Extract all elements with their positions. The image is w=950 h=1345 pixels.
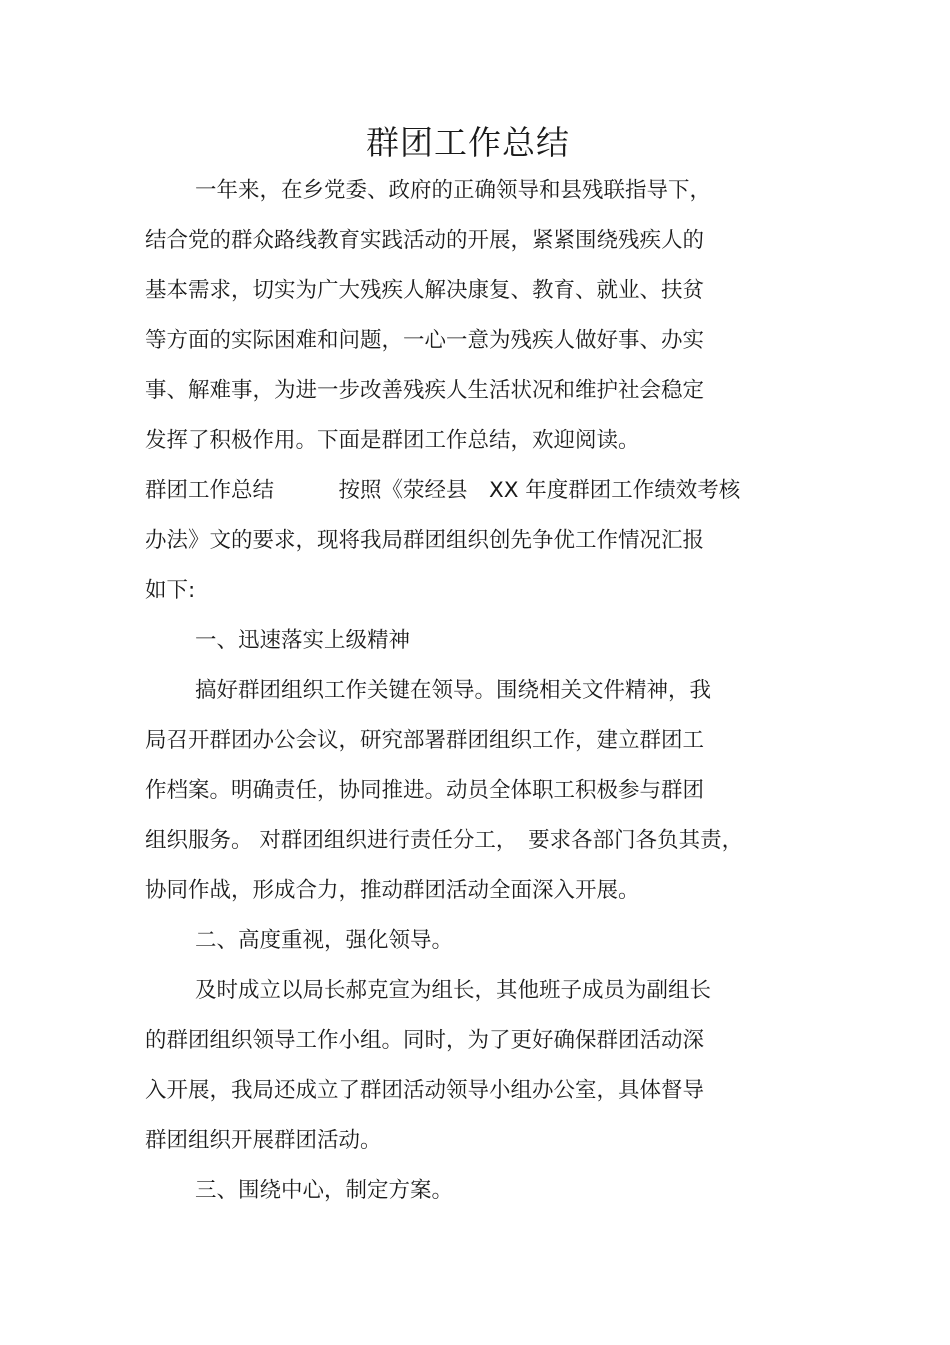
paragraph-line: 如下: xyxy=(145,578,196,603)
paragraph-line: 结合党的群众路线教育实践活动的开展，紧紧围绕残疾人的 xyxy=(145,228,705,253)
paragraph-line: 发挥了积极作用。下面是群团工作总结，欢迎阅读。 xyxy=(145,428,640,453)
paragraph-line: 组织服务。 对群团组织进行责任分工， 要求各部门各负其责， xyxy=(145,828,744,853)
paragraph-line: 办法》文的要求，现将我局群团组织创先争优工作情况汇报 xyxy=(145,528,705,553)
paragraph-line: 基本需求，切实为广大残疾人解决康复、教育、就业、扶贫 xyxy=(145,278,705,303)
paragraph-line: 的群团组织领导工作小组。同时，为了更好确保群团活动深 xyxy=(145,1028,705,1053)
paragraph-line: 等方面的实际困难和问题，一心一意为残疾人做好事、办实 xyxy=(145,328,705,353)
paragraph-line: 协同作战，形成合力，推动群团活动全面深入开展。 xyxy=(145,878,640,903)
paragraph-line: 作档案。明确责任，协同推进。动员全体职工积极参与群团 xyxy=(145,778,705,803)
paragraph-line: 入开展，我局还成立了群团活动领导小组办公室，具体督导 xyxy=(145,1078,705,1103)
paragraph-line: 事、解难事，为进一步改善残疾人生活状况和维护社会稳定 xyxy=(145,378,705,403)
paragraph-line: 群团工作总结 按照《荥经县 XX 年度群团工作绩效考核 xyxy=(145,478,741,503)
paragraph-line: 一年来，在乡党委、政府的正确领导和县残联指导下， xyxy=(195,178,712,203)
paragraph-line: 搞好群团组织工作关键在领导。围绕相关文件精神，我 xyxy=(195,678,712,703)
paragraph-line: 及时成立以局长郝克宣为组长，其他班子成员为副组长 xyxy=(195,978,712,1003)
paragraph-line: 群团组织开展群团活动。 xyxy=(145,1128,382,1153)
section-heading: 三、围绕中心，制定方案。 xyxy=(195,1178,454,1203)
section-heading: 二、高度重视，强化领导。 xyxy=(195,928,454,953)
document-title: 群团工作总结 xyxy=(366,123,570,162)
section-heading: 一、迅速落实上级精神 xyxy=(195,628,411,653)
paragraph-line: 局召开群团办公会议，研究部署群团组织工作，建立群团工 xyxy=(145,728,705,753)
